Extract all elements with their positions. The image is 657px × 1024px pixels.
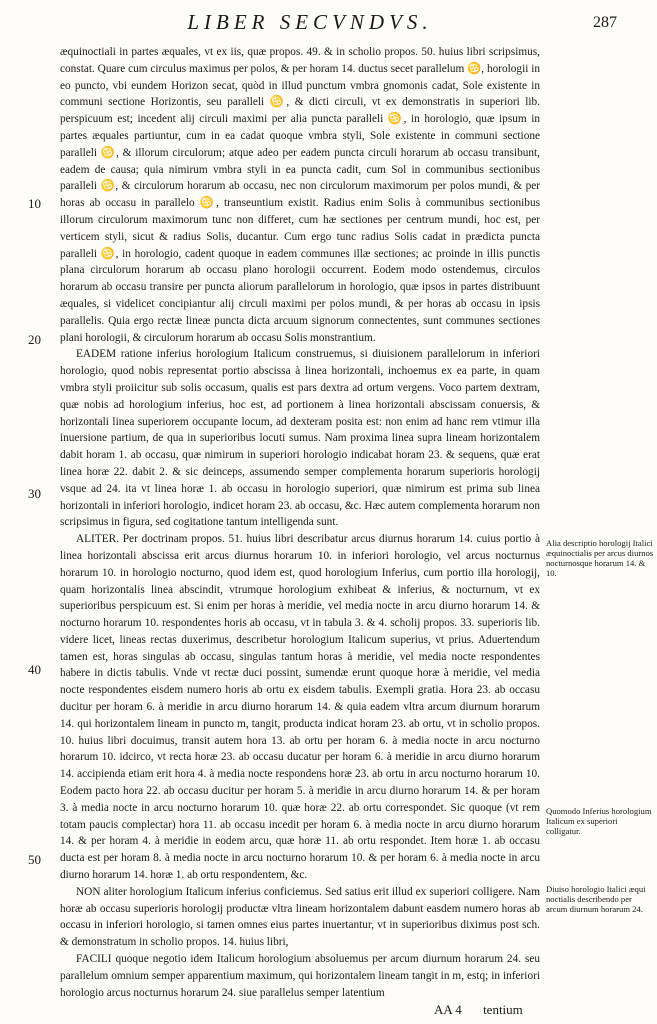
paragraph-facili: FACILI quoque negotio idem Italicum horologium absoluemus per arcum diurnum horarum 24. seu parallelum omnium semper apparentium maximum, qui horizontalem lineam tangit in m, estq; in inferiori horologio arcus nocturnus horarum 24. siue parallelus semper latentium <box>60 953 540 999</box>
margin-note-text: Quomodo Inferius horologium Italicum ex superiori colligatur. <box>546 806 652 836</box>
paragraph-aliter: ALITER. Per doctrinam propos. 51. huius libri describatur arcus diurnus horarum 14. cuius portio à linea horizontali abscissa erit arcus diurnus horarum 10. in inferiori horologio, vel arcus nocturnus horarum 10. in horologio nocturno, quod idem est, quod horologium Inferius, cum portio illa horologij, quam horizontalis linea abscindit, vtrumque horologium exhibeat & inferius, & nocturnum, vt ex superioribus perspicuum est. Si enim per horas à meridie, vel media nocte in arcu diurno horarum 14. & nocturno horarum 10. respondentes horis ab occasu, vt in tabula 3. & 4. scholij propos. 33. superioris lib. videre licet, lineas rectas duxerimus, describetur horologium Italicum superius, vt prius. Aduertendum tamen est, horas singulas ab occasu, singulas tantum horas à meridie, vel media nocte respondentes habere in dictis tabulis. Vnde vt rectæ duci possint, sumendæ erunt quoque horæ à meridie, vel media nocte respondentes eisdem numero horis ab ortu ex eisdem tabulis. Exempli gratia. Hora 23. ab occasu ducitur per horam 6. à meridie in arcu diurno horarum 14. & quia eadem vltra arcum diurnum horarum 14. qui horizontalem lineam in puncto m, tangit, producta indicat horam 23. ab ortu, vt in scholio propos. 10. huius libri docuimus, transit autem hora 13. ab ortu per horam 6. à media nocte in arcu nocturno horarum 10. idcirco, vt recta horæ 23. ab occasu ducatur per horam 6. à meridie in arcu diurno horarum 14. accipienda etiam erit hora 4. à media nocte respondens horæ 23. ab ortu in arcu nocturno horarum 10. Eodem pacto hora 22. ab occasu ducitur per horam 5. à meridie in arcu diurno horarum 14. & per horam 3. à media nocte in arcu nocturno horarum 10. quæ horæ 22. ab ortu correspondet. Sic quoque (vt rem totam paucis complectar) hora 11. ab occasu incedit per horam 6. à media nocte in arcu diurno horarum 14. & per horam 4. à meridie in eodem arcu, quæ horæ 11. ab ortu respondet. Item horæ 1. ab occasu ducta est per horam 8. à media nocte in arcu nocturno horarum 10. & per horam 6. à media nocte in arcu diurno horarum 14. horæ 1. ab ortu respondentem, &c. <box>60 533 540 882</box>
margin-note-quomodo <box>546 806 654 858</box>
line-number-50: 50 <box>28 852 41 867</box>
line-number-40: 40 <box>28 662 41 677</box>
page-number: 287 <box>593 14 617 31</box>
margin-note-diuiso <box>546 884 654 936</box>
page-footer <box>434 1002 523 1018</box>
margin-note-text: Diuiso horologio Italici æqui noctialis describendo per arcum diurnum horarum 24. <box>546 884 646 914</box>
running-title: LIBER SECVNDVS. <box>187 10 433 34</box>
line-number-30: 30 <box>28 486 41 501</box>
paragraph-non-aliter: NON aliter horologium Italicum inferius conficiemus. Sed satius erit illud ex superiori colligere. Nam horæ ab occasu superioris horologij productæ vltra lineam horizontalem dabunt easdem numero horas ab occasu in inferiori horologio, si tamen omnes eius partes inuertantur, vt in superioribus diximus post sch. & demonstratum in scholio propos. 14. huius libri, <box>60 885 540 949</box>
margin-note-alia <box>546 538 654 600</box>
page-header <box>0 4 657 34</box>
catchword: tentium <box>483 1002 523 1017</box>
paragraph-eadem: EADEM ratione inferius horologium Italicum construemus, si diuisionem parallelorum in inferiori horologio, quod nobis representat portio abscissa à linea horizontali, inchoemus ex ea parte, in quam vmbra styli proiicitur sub solis occasum, qualis est pars dextra ad ortum vergens. Voco partem dextram, quæ nobis ad horologium inferius, hoc est, ad portionem à linea horizontali abscissam conuersis, & horizontali linea superiorem occupante locum, ad dexteram posita est: non enim ad hanc rem vtimur illa inuersione partium, de qua in superioribus locuti sumus. Nam proxima linea supra lineam horizontalem dabit horam 1. ab occasu, quæ nimirum in superiori horologio indicabat horam 23. & sequens, quæ erat linea horæ 22. dabit 2. & sic deinceps, assumendo semper complementa horarum superioris horologij vsque ad 24. ita vt linea horæ 1. ab occasu in horologio superiori, quæ nimirum est prima sub linea horizontali in inferiori horologio, indicet horam 23. ab occasu, &c. Hæc autem complementa horarum non scripsimus in figura, sed cogitatione tantum intelligenda sunt. <box>60 348 540 529</box>
paragraph-continuation: æquinoctiali in partes æquales, vt ex iis, quæ propos. 49. & in scholio propos. 50. huius libri scripsimus, constat. Quare cum circulus maximus per polos, & per horam 14. ductus secet parallelum ♋, horologii in eo puncto, vbi eundem Horizon secat, quòd in illud punctum vmbra gnomonis cadat, Sole existente in communi sectione Horizontis, seu paralleli ♋, & dicti circuli, vt ex demonstratis in superiori lib. perspicuum est; incedent alij circuli maximi per alia puncta paralleli ♋, in horologio, quæ ipsum in partes æquales partiuntur, cum in ea cadat quoque vmbra styli, Sole existente in communi sectione paralleli ♋, & illorum circulorum; atque adeo per eadem puncta circuli horarum ab occasu transibunt, eadem de causa; quia nimirum vmbra styli in ea puncta cadit, cum Sol in communibus sectionibus paralleli ♋, & circulorum horarum ab occasu, nec non circulorum maximorum per polos mundi, & per horas ab occasu in parallelo ♋, transeuntium existit. Radius enim Solis à communibus sectionibus illorum circulorum maximorum tunc non differet, cum hæ sectiones per centrum mundi, hoc est, per verticem styli, sicut & radius Solis, ducantur. Cum ergo tunc radius Solis cadat in prædicta puncta paralleli ♋, in horologio, cadent quoque in eadem communes illæ sectiones; ac proinde in illis punctis plana circulorum horarum ab occasu plano horologii occurrent. Eodem modo ostendemus, circulos horarum ab occasu transire per puncta aliorum parallelorum in horologio, quæ ipsos in partes distribuunt æquales, si videlicet concipiantur alij circuli maximi per polos mundi, & per horas ab occasu in ipsis parallelis. Quia ergo rectæ lineæ puncta dicta arcuum signorum connectentes, sunt communes sectiones plani horologii, & circulorum horarum ab occasu Solis monstrantium. <box>60 46 540 344</box>
line-number-20: 20 <box>28 332 41 347</box>
line-number-10: 10 <box>28 196 41 211</box>
main-text-column <box>60 44 540 1001</box>
signature-mark: AA 4 <box>434 1002 462 1017</box>
margin-note-text: Alia descriptio horologij Italici æquinoctialis per arcus diurnos nocturnosque horarum 14. & 10. <box>546 538 654 578</box>
